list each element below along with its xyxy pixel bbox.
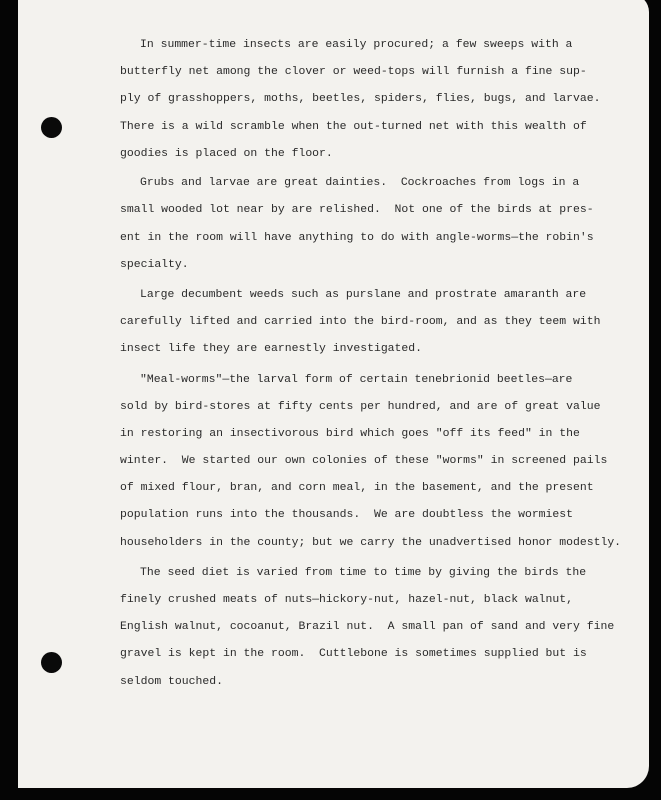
paragraph-line: gravel is kept in the room. Cuttlebone is sometimes supplied but is [120,647,587,660]
paragraph-line: small wooded lot near by are relished. Not one of the birds at pres- [120,203,594,216]
paragraph-line: seldom touched. [120,675,223,688]
paragraph-line: English walnut, cocoanut, Brazil nut. A small pan of sand and very fine [120,620,615,633]
binder-hole-bottom [41,652,62,673]
paragraph-line: in restoring an insectivorous bird which goes "off its feed" in the [120,427,580,440]
paragraph-line: carefully lifted and carried into the bird-room, and as they teem with [120,315,601,328]
paragraph-line: population runs into the thousands. We are doubtless the wormiest [120,508,573,521]
paragraph-first-line: In summer-time insects are easily procured; a few sweeps with a [140,38,573,51]
paragraph-line: finely crushed meats of nuts—hickory-nut, hazel-nut, black walnut, [120,593,573,606]
paragraph-first-line: The seed diet is varied from time to time by giving the birds the [140,566,587,579]
paragraph-line: butterfly net among the clover or weed-tops will furnish a fine sup- [120,65,587,78]
typewritten-page [18,0,649,788]
binder-hole-top [41,117,62,138]
paragraph-line: winter. We started our own colonies of these "worms" in screened pails [120,454,608,467]
paragraph-line: sold by bird-stores at fifty cents per hundred, and are of great value [120,400,601,413]
paragraph-line: householders in the county; but we carry the unadvertised honor modestly. [120,536,622,549]
paragraph-line: of mixed flour, bran, and corn meal, in the basement, and the present [120,481,594,494]
paragraph-line: ply of grasshoppers, moths, beetles, spiders, flies, bugs, and larvae. [120,92,601,105]
paragraph-line: There is a wild scramble when the out-turned net with this wealth of [120,120,587,133]
paragraph-first-line: Grubs and larvae are great dainties. Cockroaches from logs in a [140,176,580,189]
paragraph-line: goodies is placed on the floor. [120,147,333,160]
paragraph-first-line: Large decumbent weeds such as purslane and prostrate amaranth are [140,288,587,301]
paragraph-line: ent in the room will have anything to do with angle-worms—the robin's [120,231,594,244]
paragraph-line: insect life they are earnestly investigated. [120,342,422,355]
paragraph-line: specialty. [120,258,189,271]
paragraph-first-line: "Meal-worms"—the larval form of certain tenebrionid beetles—are [140,373,573,386]
